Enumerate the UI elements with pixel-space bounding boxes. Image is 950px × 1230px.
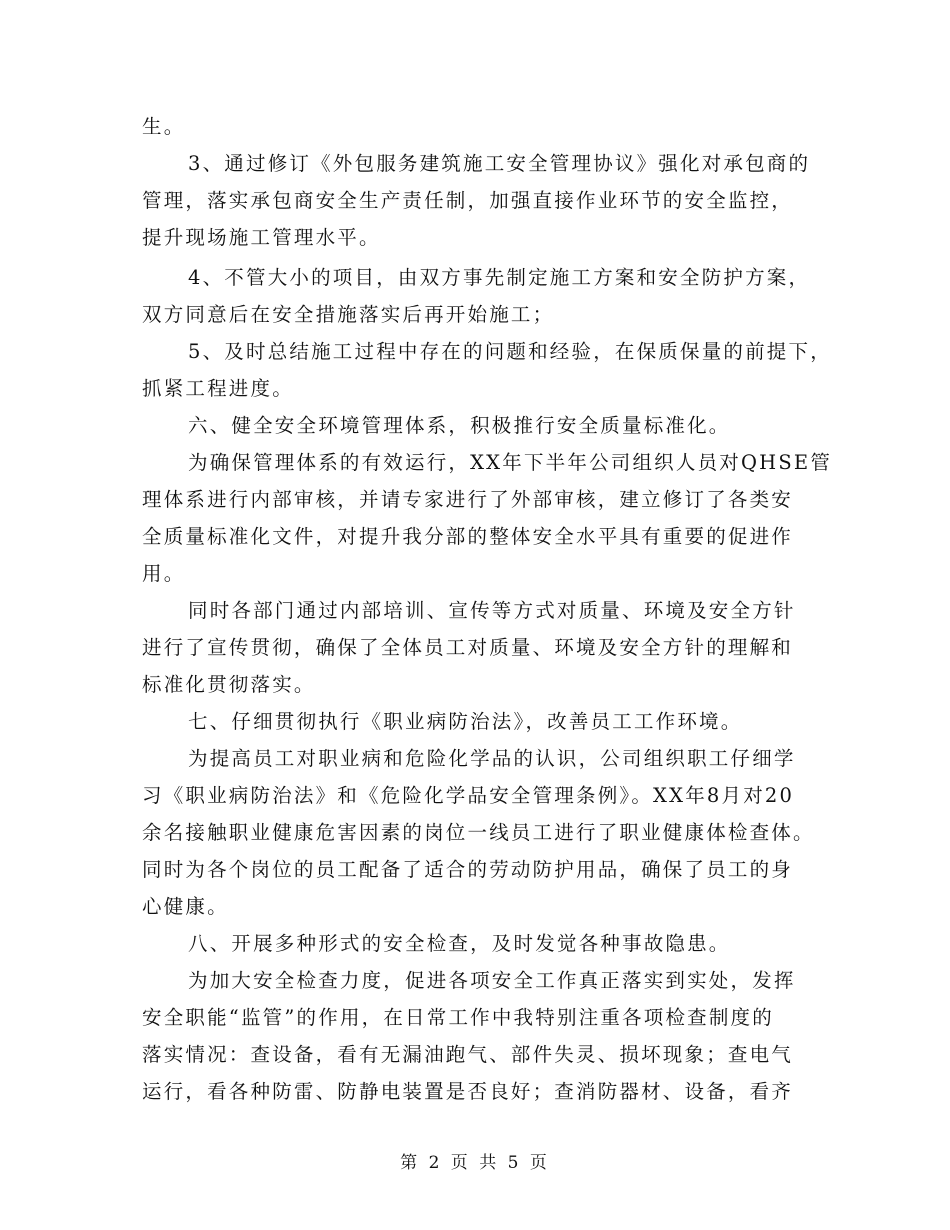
text-line: 提升现场施工管理水平。	[142, 226, 381, 249]
text-line: 全质量标准化文件，对提升我分部的整体安全水平具有重要的促进作	[142, 525, 794, 548]
text-line: 同时为各个岗位的员工配备了适合的劳动防护用品，确保了员工的身	[142, 858, 794, 881]
text-line: 标准化贯彻落实。	[142, 673, 316, 696]
section-heading: 六、健全安全环境管理体系，积极推行安全质量标准化。	[188, 414, 731, 437]
text-line: 落实情况：查设备，看有无漏油跑气、部件失灵、损坏现象；查电气	[142, 1043, 794, 1066]
text-line: 心健康。	[142, 895, 229, 918]
page-footer: 第 2 页 共 5 页	[400, 1153, 550, 1173]
text-line: 进行了宣传贯彻，确保了全体员工对质量、环境及安全方针的理解和	[142, 636, 794, 659]
text-line: 安全职能“监管”的作用，在日常工作中我特别注重各项检查制度的	[142, 1006, 774, 1029]
paragraph-start: 同时各部门通过内部培训、宣传等方式对质量、环境及安全方针	[188, 599, 796, 622]
section-heading: 七、仔细贯彻执行《职业病防治法》，改善员工工作环境。	[188, 710, 743, 733]
text-line: 抓紧工程进度。	[142, 377, 294, 400]
paragraph-start: 4、不管大小的项目，由双方事先制定施工方案和安全防护方案，	[188, 266, 811, 289]
text-line: 双方同意后在安全措施落实后再开始施工；	[142, 303, 555, 326]
paragraph-start: 3、通过修订《外包服务建筑施工安全管理协议》强化对承包商的	[188, 152, 811, 175]
text-line: 习《职业病防治法》和《危险化学品安全管理条例》。XX年8月对20	[142, 784, 795, 807]
text-line: 理体系进行内部审核，并请专家进行了外部审核，建立修订了各类安	[142, 488, 794, 511]
paragraph-start: 为加大安全检查力度，促进各项安全工作真正落实到实处，发挥	[188, 969, 796, 992]
section-heading: 八、开展多种形式的安全检查，及时发觉各种事故隐患。	[188, 932, 731, 955]
text-line: 运行，看各种防雷、防静电装置是否良好；查消防器材、设备，看齐	[142, 1080, 794, 1103]
paragraph-start: 5、及时总结施工过程中存在的问题和经验，在保质保量的前提下，	[188, 340, 832, 363]
paragraph-start: 为确保管理体系的有效运行，XX年下半年公司组织人员对QHSE管	[188, 451, 833, 474]
text-line: 余名接触职业健康危害因素的岗位一线员工进行了职业健康体检查体。	[142, 821, 815, 844]
text-line: 生。	[142, 115, 186, 138]
paragraph-start: 为提高员工对职业病和危险化学品的认识，公司组织职工仔细学	[188, 747, 796, 770]
text-line: 用。	[142, 562, 186, 585]
text-line: 管理，落实承包商安全生产责任制，加强直接作业环节的安全监控，	[142, 189, 794, 212]
